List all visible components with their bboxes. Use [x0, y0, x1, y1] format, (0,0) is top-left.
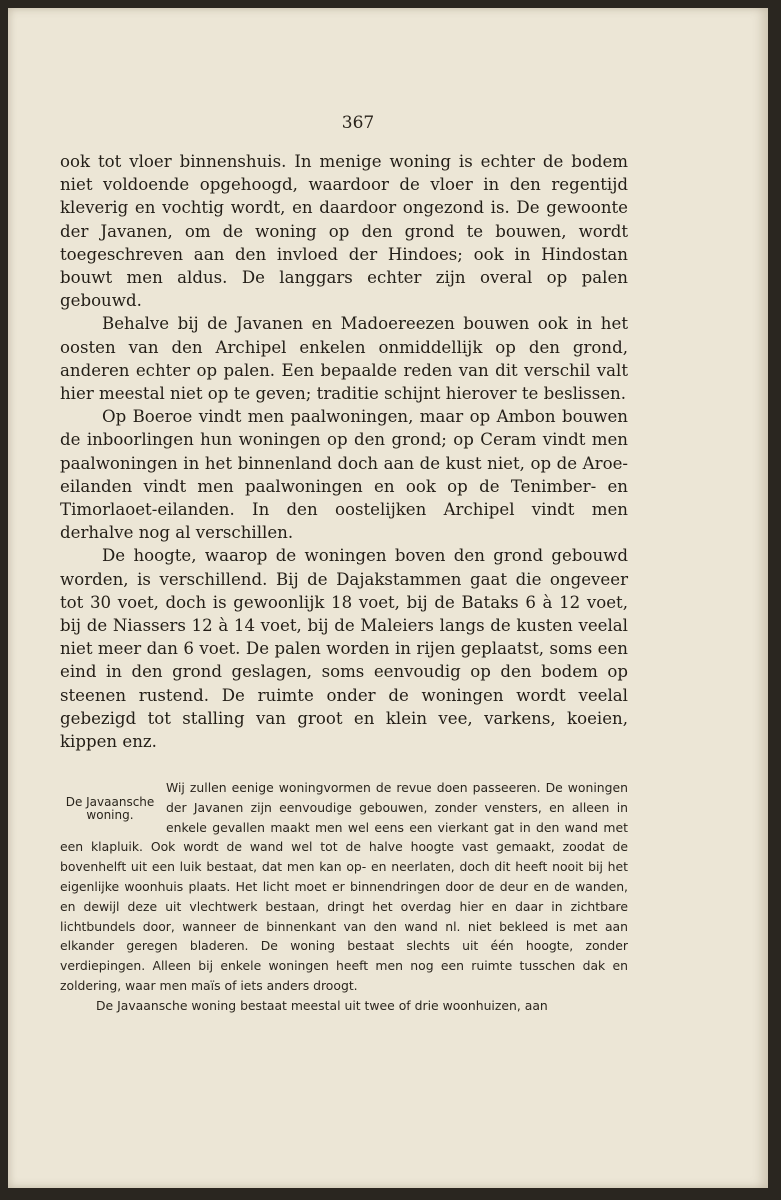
paragraph: Op Boeroe vindt men paalwoningen, maar op Ambon bouwen de inboorlingen hun woningen op den grond; op Ceram vindt men paalwoningen in het binnenland doch aan de kust niet, op de Aroe-eilanden vindt men paalwoningen en ook op de Tenimber- en Timorlaoet-eilanden. In den oostelijken Archipel vindt men derhalve nog al verschillen.	[60, 407, 628, 543]
small-print-paragraph: De Javaansche woning bestaat meestal uit twee of drie woonhuizen, aan	[96, 997, 548, 1013]
small-print-paragraph: Wij zullen eenige woningvormen de revue doen passeeren. De woningen der Javanen zijn eenvoudige gebouwen, zonder vensters, en alleen in enkele gevallen maakt men wel eens een vierkant gat in den wand met een klapluik. Ook wordt de wand wel tot de halve hoogte vast gemaakt, zoodat de bovenhelft uit een luik bestaat, dat men kan op- en neerlaten, doch dit heeft nooit bij het eigenlijke woonhuis plaats. Het licht moet er binnendringen door de deur en de wanden, en dewijl deze uit vlechtwerk bestaan, dringt het overdag hier en daar in zichtbare lichtbundels door, wanneer de binnenkant van den wand nl. niet bekleed is met aan elkander geregen bladeren. De woning bestaat slechts uit één hoogte, zonder verdiepingen. Alleen bij enkele woningen heeft men nog een ruimte tusschen dak en zoldering, waar men maïs of iets anders droogt.	[60, 780, 628, 993]
paragraph: Behalve bij de Javanen en Madoereezen bouwen ook in het oosten van den Archipel enkelen onmiddellijk op den grond, anderen echter op palen. Een bepaalde reden van dit verschil valt hier meestal niet op te geven; traditie schijnt hierover te beslissen.	[60, 314, 628, 404]
margin-note: De Javaansche woning.	[65, 795, 155, 822]
section-javanese-dwelling	[60, 778, 628, 1016]
main-text-body	[60, 150, 628, 753]
paragraph: De hoogte, waarop de woningen boven den grond gebouwd worden, is verschillend. Bij de Dajakstammen gaat die ongeveer tot 30 voet, doch is gewoonlijk 18 voet, bij de Bataks 6 à 12 voet, bij de Niassers 12 à 14 voet, bij de Maleiers langs de kusten veelal niet meer dan 6 voet. De palen worden in rijen geplaatst, soms een eind in den grond geslagen, soms eenvoudig op den bodem op steenen rustend. De ruimte onder de woningen wordt veelal gebezigd tot stalling van groot en klein vee, varkens, koeien, kippen enz.	[60, 546, 628, 752]
paragraph: ook tot vloer binnenshuis. In menige woning is echter de bodem niet voldoende opgehoogd, waardoor de vloer in den regentijd kleverig en vochtig wordt, en daardoor ongezond is. De gewoonte der Javanen, om de woning op den grond te bouwen, wordt toegeschreven aan den invloed der Hindoes; ook in Hindostan bouwt men aldus. De langgars echter zijn overal op palen gebouwd.	[60, 152, 628, 311]
book-page	[8, 8, 768, 1188]
page-number: 367	[341, 113, 375, 133]
